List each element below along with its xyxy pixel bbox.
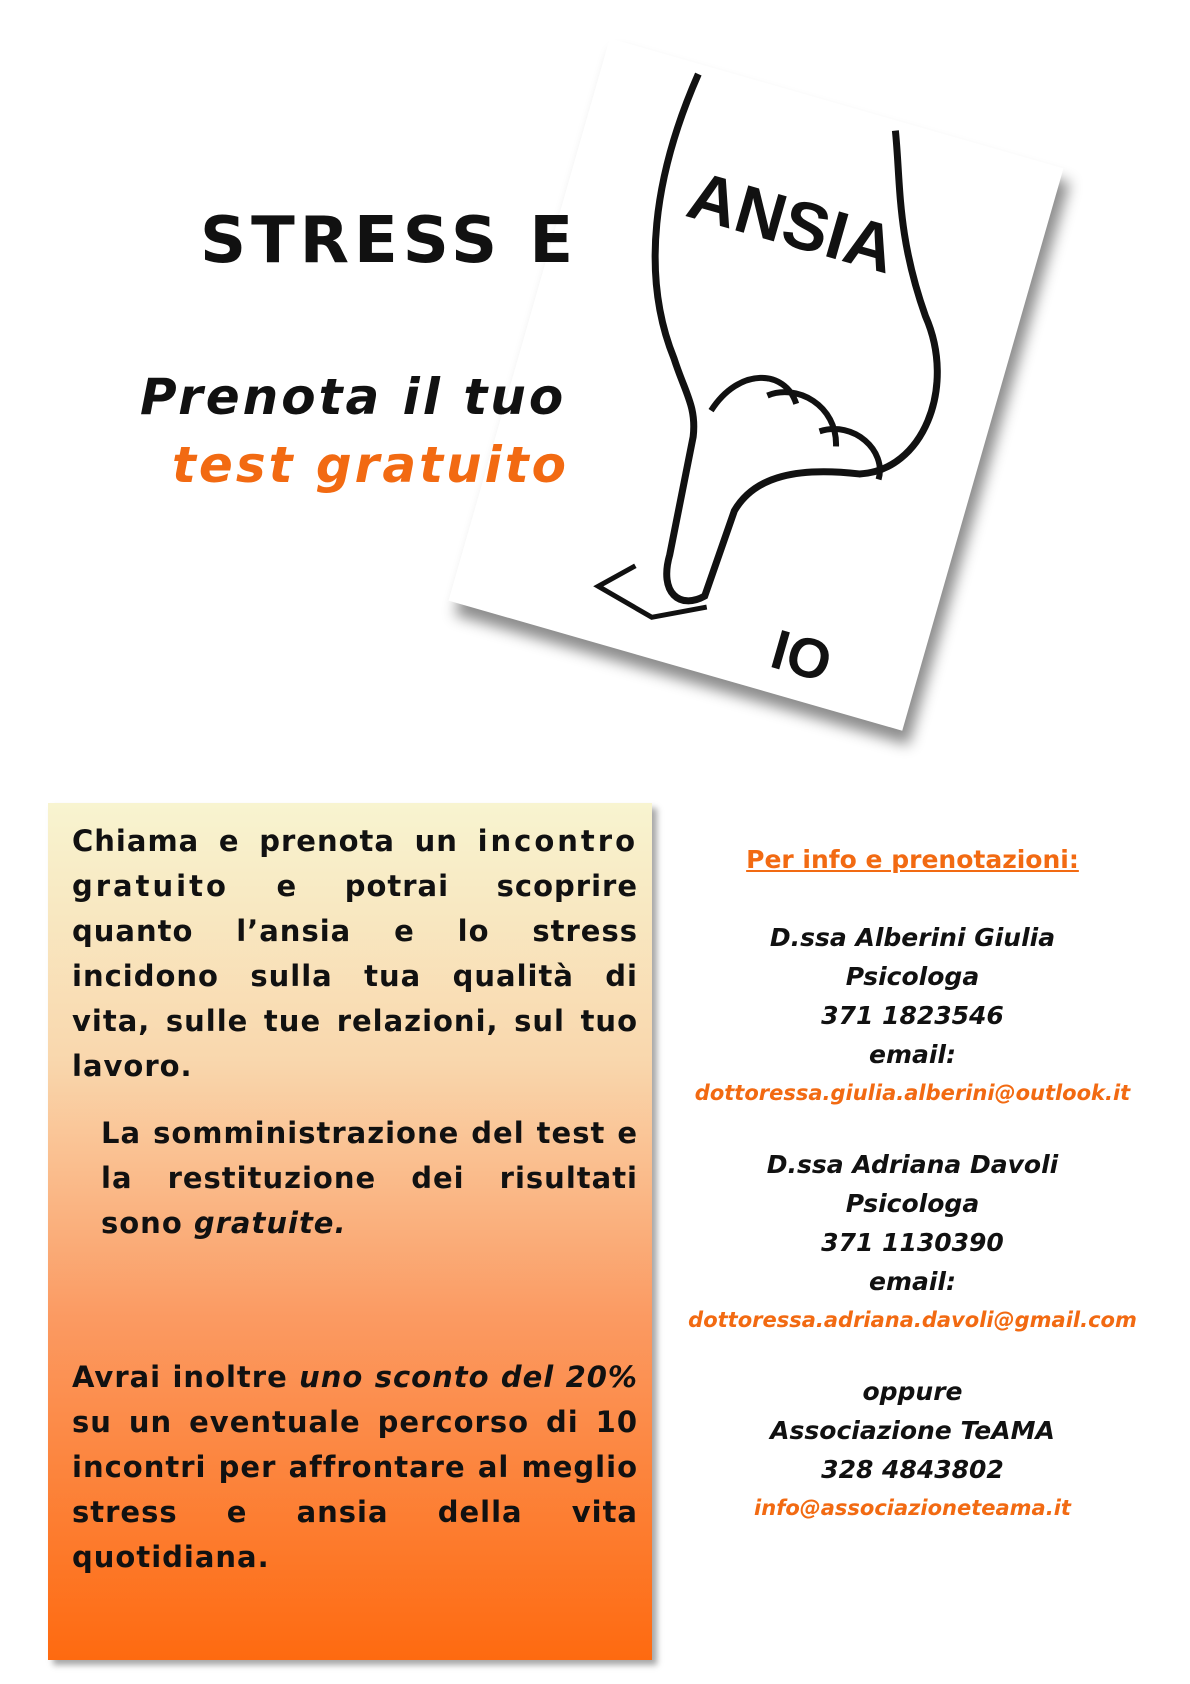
contact-role: Psicologa [845,1189,980,1218]
contact-name: D.ssa Adriana Davoli [766,1150,1059,1179]
subtitle-line1: Prenota il tuo [140,368,567,426]
offer-paragraph-1: Chiama e prenota un incontro gratuito e potrai scoprire quanto l’ansia e lo stress incidono sulla tua qualità di vita, sulle tue relazioni, sul tuo lavoro. [72,824,638,1083]
contact-name: D.ssa Alberini Giulia [769,923,1056,952]
io-label: IO [764,617,839,695]
offer-paragraph-2: La somministrazione del test e la restituzione dei risultati sono gratuite. [101,1116,638,1240]
association-name: Associazione TeAMA [770,1416,1055,1445]
contact-phone: 371 1130390 [821,1228,1004,1257]
contact-email-link[interactable]: dottoressa.giulia.alberini@outlook.it [694,1081,1131,1105]
ansia-label: ANSIA [679,156,904,289]
email-label: email: [868,1267,956,1296]
page-title: STRESS E [200,204,579,278]
info-heading: Per info e prenotazioni: [746,845,1079,874]
or-text: oppure [862,1377,963,1406]
contact-info [650,840,1175,1528]
email-label: email: [868,1040,956,1069]
contact-email-link[interactable]: dottoressa.adriana.davoli@gmail.com [688,1308,1137,1332]
contact-phone: 371 1823546 [821,1001,1004,1030]
offer-paragraph-3: Avrai inoltre uno sconto del 20% su un eventuale percorso di 10 incontri per affrontare al meglio stress e ansia della vita quotidiana. [72,1360,638,1574]
association-email-link[interactable]: info@associazioneteama.it [754,1496,1071,1520]
subtitle-line2: test gratuito [172,436,569,494]
association-phone: 328 4843802 [821,1455,1004,1484]
contact-role: Psicologa [845,962,980,991]
offer-box [48,803,652,1660]
